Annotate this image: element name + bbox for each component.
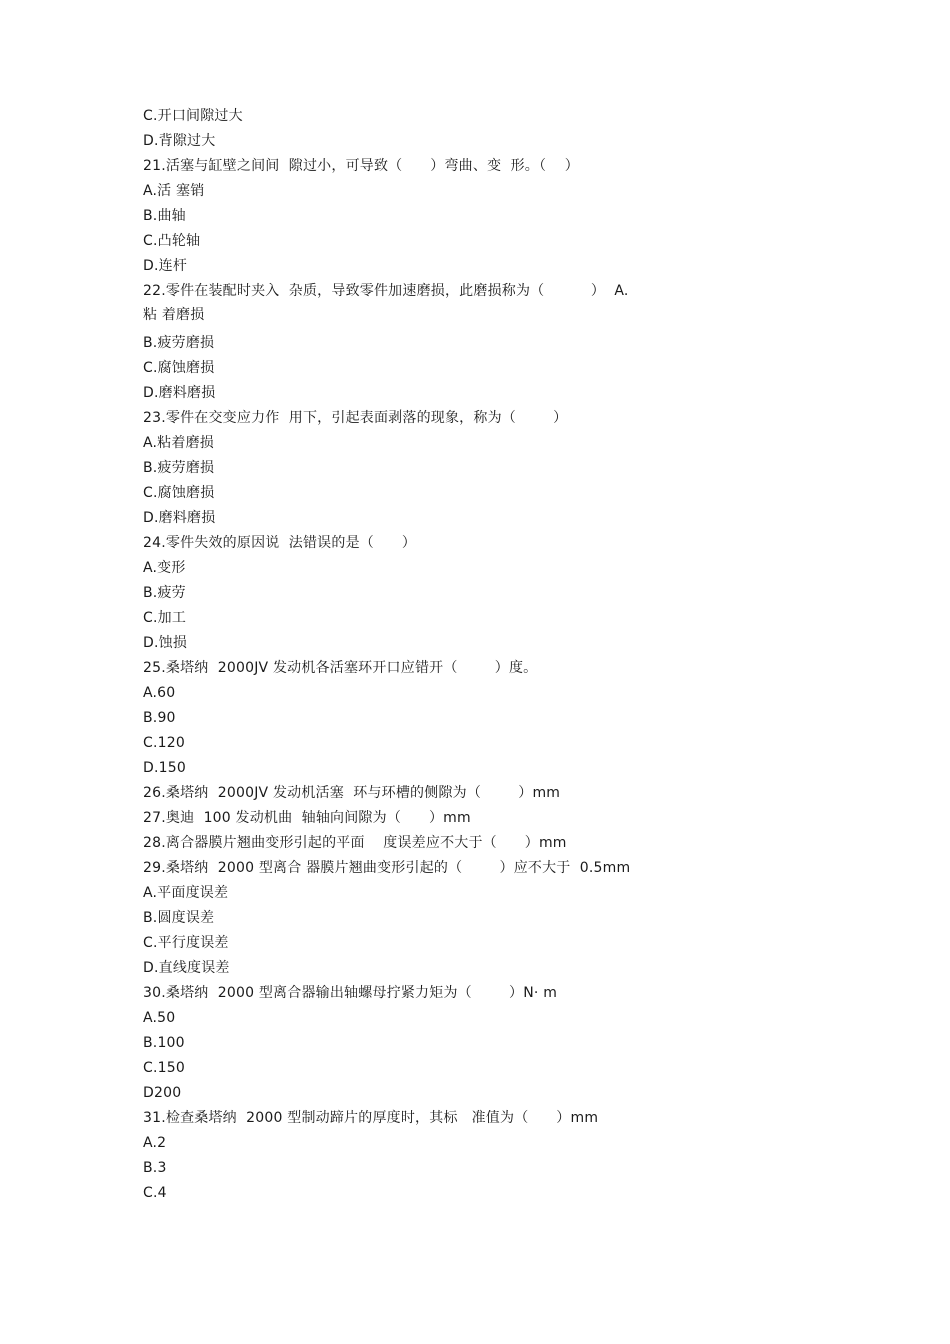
option-line: C.加工	[143, 610, 187, 626]
question-29: 29.桑塔纳 2000 型离合 器膜片翘曲变形引起的（ ）应不大于 0.5mm	[143, 860, 631, 876]
question-31: 31.检查桑塔纳 2000 型制动蹄片的厚度时，其标 准值为（ ）mm	[143, 1110, 599, 1126]
question-30: 30.桑塔纳 2000 型离合器输出轴螺母拧紧力矩为（ ）N· m	[143, 985, 558, 1001]
option-line: D.直线度误差	[143, 960, 230, 976]
question-26: 26.桑塔纳 2000JV 发动机活塞 环与环槽的侧隙为（ ）mm	[143, 785, 561, 801]
option-line: C.120	[143, 735, 185, 751]
option-line: C.凸轮轴	[143, 233, 201, 249]
option-line: C.4	[143, 1185, 167, 1201]
option-line: D.蚀损	[143, 635, 188, 651]
option-line: B.100	[143, 1035, 185, 1051]
option-line: A.50	[143, 1010, 176, 1026]
question-text-block	[143, 104, 683, 1206]
option-line: D.磨料磨损	[143, 510, 216, 526]
option-line: B.90	[143, 710, 176, 726]
option-line: 粘 着磨损	[143, 307, 205, 323]
question-24: 24.零件失效的原因说 法错误的是（ ）	[143, 535, 417, 551]
option-line: A.2	[143, 1135, 167, 1151]
option-line: D.磨料磨损	[143, 385, 216, 401]
option-line: D.连杆	[143, 258, 188, 274]
option-line: B.3	[143, 1160, 167, 1176]
question-25: 25.桑塔纳 2000JV 发动机各活塞环开口应错开（ ）度。	[143, 660, 538, 676]
option-line: C.开口间隙过大	[143, 108, 243, 124]
option-line: B.疲劳磨损	[143, 335, 215, 351]
option-line: B.疲劳磨损	[143, 460, 215, 476]
question-21: 21.活塞与缸壁之间间 隙过小，可导致（ ）弯曲、变 形。（ ）	[143, 158, 579, 174]
option-line: A.变形	[143, 560, 186, 576]
option-line: C.平行度误差	[143, 935, 229, 951]
question-23: 23.零件在交变应力作 用下，引起表面剥落的现象，称为（ ）	[143, 410, 568, 426]
option-line: C.150	[143, 1060, 185, 1076]
option-line: A.活 塞销	[143, 183, 205, 199]
question-22: 22.零件在装配时夹入 杂质，导致零件加速磨损，此磨损称为（ ） A.	[143, 283, 629, 299]
option-line: D.背隙过大	[143, 133, 216, 149]
option-line: C.腐蚀磨损	[143, 485, 215, 501]
option-line: A.平面度误差	[143, 885, 229, 901]
option-line: A.粘着磨损	[143, 435, 214, 451]
option-line: A.60	[143, 685, 176, 701]
option-line: B.疲劳	[143, 585, 186, 601]
option-line: B.圆度误差	[143, 910, 215, 926]
question-28: 28.离合器膜片翘曲变形引起的平面 度误差应不大于（ ）mm	[143, 835, 567, 851]
option-line: C.腐蚀磨损	[143, 360, 215, 376]
option-line: D200	[143, 1085, 182, 1101]
option-line: D.150	[143, 760, 186, 776]
option-line: B.曲轴	[143, 208, 186, 224]
question-27: 27.奥迪 100 发动机曲 轴轴向间隙为（ ）mm	[143, 810, 471, 826]
